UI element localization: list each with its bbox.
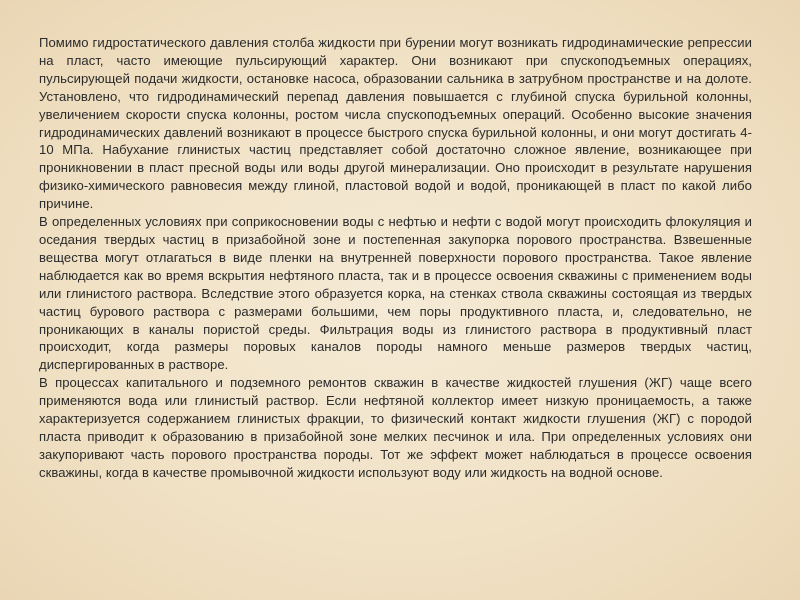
paragraph-kill-fluids: В процессах капитального и подземного ремонтов скважин в качестве жидкостей глушения (ЖГ) чаще всего применяются вода или глинистый раствор. Если нефтяной коллектор имеет низкую проницаемость, а также характеризуется содержанием глинистых фракции, то физический контакт жидкости глушения (ЖГ) с породой пласта приводит к образованию в призабойной зоне мелких песчинок и ила. При определенных условиях они закупоривают часть порового пространства породы. Тот же эффект может наблюдаться в процессе освоения скважины, когда в качестве промывочной жидкости используют воду или жидкость на водной основе.: [39, 375, 752, 480]
paragraph-flocculation: В определенных условиях при соприкосновении воды с нефтью и нефти с водой могут происходить флокуляция и оседания твердых частиц в призабойной зоне и постепенная закупорка порового пространства. Взвешенные вещества могут отлагаться в виде пленки на внутренней поверхности порового пространства. Такое явление наблюдается как во время вскрытия нефтяного пласта, так и в процессе освоения скважины с применением воды или глинистого раствора. Вследствие этого образуется корка, на стенках ствола скважины состоящая из твердых частиц бурового раствора с размерами большими, чем поры продуктивного пласта, и, следовательно, не проникающих в каналы пористой среды. Фильтрация воды из глинистого раствора в продуктивный пласт происходит, когда размеры поровых каналов породы намного меньше размеров твердых частиц, диспергированных в растворе.: [39, 214, 752, 373]
text-block: [39, 34, 752, 482]
paragraph-pressure: Помимо гидростатического давления столба жидкости при бурении могут возникать гидродинамические репрессии на пласт, часто имеющие пульсирующий характер. Они возникают при спускоподъемных операциях, пульсирующей подачи жидкости, остановке насоса, образовании сальника в затрубном пространстве и на долоте. Установлено, что гидродинамический перепад давления повышается с глубиной спуска бурильной колонны, увеличением скорости спуска колонны, ростом числа спускоподъемных операций. Особенно высокие значения гидродинамических давлений возникают в процессе быстрого спуска бурильной колонны, и они могут достигать 4-10 МПа. Набухание глинистых частиц представляет собой достаточно сложное явление, возникающее при проникновении в пласт пресной воды или воды другой минерализации. Оно происходит в результате нарушения физико-химического равновесия между глиной, пластовой водой и водой, проникающей в пласт по какой либо причине.: [39, 35, 752, 212]
